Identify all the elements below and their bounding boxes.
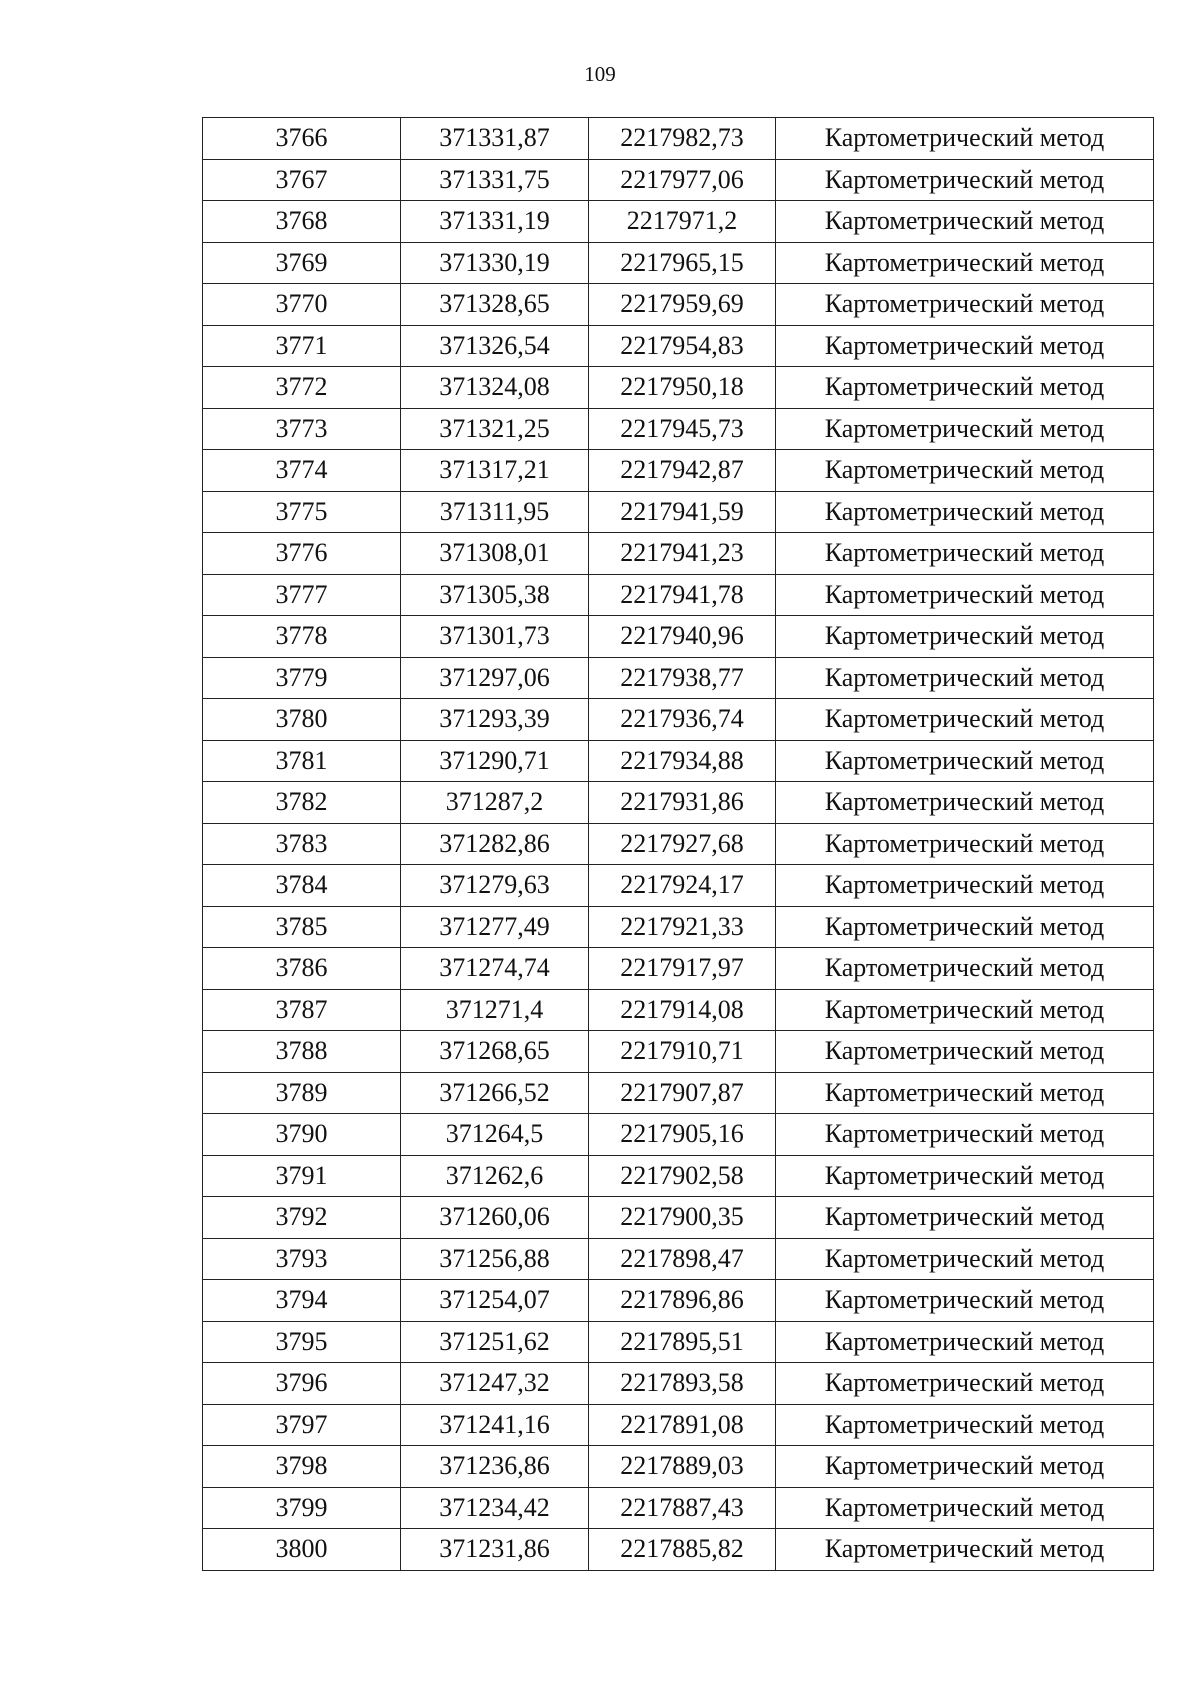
y-coordinate-cell: 2217898,47 bbox=[589, 1238, 776, 1280]
point-number-cell: 3778 bbox=[203, 616, 401, 658]
point-number-cell: 3768 bbox=[203, 201, 401, 243]
point-number-cell: 3780 bbox=[203, 699, 401, 741]
method-cell: Картометрический метод bbox=[776, 1072, 1154, 1114]
x-coordinate-cell: 371282,86 bbox=[401, 823, 589, 865]
point-number-cell: 3771 bbox=[203, 325, 401, 367]
x-coordinate-cell: 371331,87 bbox=[401, 118, 589, 160]
y-coordinate-cell: 2217905,16 bbox=[589, 1114, 776, 1156]
method-cell: Картометрический метод bbox=[776, 242, 1154, 284]
table-row bbox=[203, 1280, 1154, 1322]
method-cell: Картометрический метод bbox=[776, 1529, 1154, 1571]
y-coordinate-cell: 2217959,69 bbox=[589, 284, 776, 326]
x-coordinate-cell: 371331,75 bbox=[401, 159, 589, 201]
method-cell: Картометрический метод bbox=[776, 1404, 1154, 1446]
y-coordinate-cell: 2217936,74 bbox=[589, 699, 776, 741]
y-coordinate-cell: 2217941,59 bbox=[589, 491, 776, 533]
point-number-cell: 3775 bbox=[203, 491, 401, 533]
point-number-cell: 3795 bbox=[203, 1321, 401, 1363]
x-coordinate-cell: 371293,39 bbox=[401, 699, 589, 741]
method-cell: Картометрический метод bbox=[776, 1031, 1154, 1073]
table-row bbox=[203, 574, 1154, 616]
point-number-cell: 3793 bbox=[203, 1238, 401, 1280]
method-cell: Картометрический метод bbox=[776, 1321, 1154, 1363]
table-row bbox=[203, 1363, 1154, 1405]
x-coordinate-cell: 371290,71 bbox=[401, 740, 589, 782]
x-coordinate-cell: 371260,06 bbox=[401, 1197, 589, 1239]
table-row bbox=[203, 616, 1154, 658]
table-row bbox=[203, 823, 1154, 865]
y-coordinate-cell: 2217924,17 bbox=[589, 865, 776, 907]
table-row bbox=[203, 450, 1154, 492]
x-coordinate-cell: 371274,74 bbox=[401, 948, 589, 990]
x-coordinate-cell: 371297,06 bbox=[401, 657, 589, 699]
x-coordinate-cell: 371231,86 bbox=[401, 1529, 589, 1571]
x-coordinate-cell: 371271,4 bbox=[401, 989, 589, 1031]
point-number-cell: 3788 bbox=[203, 1031, 401, 1073]
y-coordinate-cell: 2217921,33 bbox=[589, 906, 776, 948]
point-number-cell: 3783 bbox=[203, 823, 401, 865]
table-row bbox=[203, 865, 1154, 907]
method-cell: Картометрический метод bbox=[776, 533, 1154, 575]
table-row bbox=[203, 367, 1154, 409]
method-cell: Картометрический метод bbox=[776, 1280, 1154, 1322]
point-number-cell: 3767 bbox=[203, 159, 401, 201]
method-cell: Картометрический метод bbox=[776, 201, 1154, 243]
x-coordinate-cell: 371266,52 bbox=[401, 1072, 589, 1114]
x-coordinate-cell: 371328,65 bbox=[401, 284, 589, 326]
table-row bbox=[203, 1155, 1154, 1197]
table-row bbox=[203, 948, 1154, 990]
method-cell: Картометрический метод bbox=[776, 367, 1154, 409]
point-number-cell: 3785 bbox=[203, 906, 401, 948]
y-coordinate-cell: 2217941,78 bbox=[589, 574, 776, 616]
method-cell: Картометрический метод bbox=[776, 740, 1154, 782]
y-coordinate-cell: 2217887,43 bbox=[589, 1487, 776, 1529]
coordinates-table bbox=[202, 117, 1154, 1571]
y-coordinate-cell: 2217896,86 bbox=[589, 1280, 776, 1322]
x-coordinate-cell: 371279,63 bbox=[401, 865, 589, 907]
table-row bbox=[203, 408, 1154, 450]
method-cell: Картометрический метод bbox=[776, 1114, 1154, 1156]
point-number-cell: 3766 bbox=[203, 118, 401, 160]
method-cell: Картометрический метод bbox=[776, 657, 1154, 699]
method-cell: Картометрический метод bbox=[776, 906, 1154, 948]
table-row bbox=[203, 159, 1154, 201]
y-coordinate-cell: 2217889,03 bbox=[589, 1446, 776, 1488]
point-number-cell: 3777 bbox=[203, 574, 401, 616]
x-coordinate-cell: 371251,62 bbox=[401, 1321, 589, 1363]
point-number-cell: 3779 bbox=[203, 657, 401, 699]
y-coordinate-cell: 2217941,23 bbox=[589, 533, 776, 575]
point-number-cell: 3790 bbox=[203, 1114, 401, 1156]
table-row bbox=[203, 1529, 1154, 1571]
table-row bbox=[203, 1487, 1154, 1529]
method-cell: Картометрический метод bbox=[776, 1238, 1154, 1280]
x-coordinate-cell: 371326,54 bbox=[401, 325, 589, 367]
y-coordinate-cell: 2217942,87 bbox=[589, 450, 776, 492]
table-row bbox=[203, 699, 1154, 741]
y-coordinate-cell: 2217950,18 bbox=[589, 367, 776, 409]
method-cell: Картометрический метод bbox=[776, 118, 1154, 160]
method-cell: Картометрический метод bbox=[776, 865, 1154, 907]
point-number-cell: 3800 bbox=[203, 1529, 401, 1571]
method-cell: Картометрический метод bbox=[776, 284, 1154, 326]
method-cell: Картометрический метод bbox=[776, 1197, 1154, 1239]
point-number-cell: 3798 bbox=[203, 1446, 401, 1488]
point-number-cell: 3791 bbox=[203, 1155, 401, 1197]
y-coordinate-cell: 2217945,73 bbox=[589, 408, 776, 450]
table-row bbox=[203, 491, 1154, 533]
table-row bbox=[203, 1114, 1154, 1156]
point-number-cell: 3799 bbox=[203, 1487, 401, 1529]
y-coordinate-cell: 2217982,73 bbox=[589, 118, 776, 160]
y-coordinate-cell: 2217907,87 bbox=[589, 1072, 776, 1114]
table-row bbox=[203, 284, 1154, 326]
point-number-cell: 3789 bbox=[203, 1072, 401, 1114]
x-coordinate-cell: 371241,16 bbox=[401, 1404, 589, 1446]
y-coordinate-cell: 2217977,06 bbox=[589, 159, 776, 201]
point-number-cell: 3794 bbox=[203, 1280, 401, 1322]
method-cell: Картометрический метод bbox=[776, 989, 1154, 1031]
method-cell: Картометрический метод bbox=[776, 159, 1154, 201]
y-coordinate-cell: 2217940,96 bbox=[589, 616, 776, 658]
x-coordinate-cell: 371308,01 bbox=[401, 533, 589, 575]
x-coordinate-cell: 371262,6 bbox=[401, 1155, 589, 1197]
y-coordinate-cell: 2217954,83 bbox=[589, 325, 776, 367]
point-number-cell: 3796 bbox=[203, 1363, 401, 1405]
point-number-cell: 3781 bbox=[203, 740, 401, 782]
y-coordinate-cell: 2217927,68 bbox=[589, 823, 776, 865]
table-row bbox=[203, 740, 1154, 782]
table-row bbox=[203, 657, 1154, 699]
method-cell: Картометрический метод bbox=[776, 450, 1154, 492]
table-row bbox=[203, 1072, 1154, 1114]
method-cell: Картометрический метод bbox=[776, 1363, 1154, 1405]
method-cell: Картометрический метод bbox=[776, 325, 1154, 367]
table-row bbox=[203, 325, 1154, 367]
point-number-cell: 3772 bbox=[203, 367, 401, 409]
coordinates-table-body bbox=[203, 118, 1154, 1571]
table-row bbox=[203, 906, 1154, 948]
x-coordinate-cell: 371254,07 bbox=[401, 1280, 589, 1322]
x-coordinate-cell: 371331,19 bbox=[401, 201, 589, 243]
method-cell: Картометрический метод bbox=[776, 616, 1154, 658]
point-number-cell: 3787 bbox=[203, 989, 401, 1031]
x-coordinate-cell: 371247,32 bbox=[401, 1363, 589, 1405]
point-number-cell: 3792 bbox=[203, 1197, 401, 1239]
method-cell: Картометрический метод bbox=[776, 408, 1154, 450]
y-coordinate-cell: 2217965,15 bbox=[589, 242, 776, 284]
y-coordinate-cell: 2217885,82 bbox=[589, 1529, 776, 1571]
y-coordinate-cell: 2217931,86 bbox=[589, 782, 776, 824]
y-coordinate-cell: 2217917,97 bbox=[589, 948, 776, 990]
x-coordinate-cell: 371317,21 bbox=[401, 450, 589, 492]
x-coordinate-cell: 371236,86 bbox=[401, 1446, 589, 1488]
x-coordinate-cell: 371330,19 bbox=[401, 242, 589, 284]
method-cell: Картометрический метод bbox=[776, 823, 1154, 865]
table-row bbox=[203, 118, 1154, 160]
y-coordinate-cell: 2217934,88 bbox=[589, 740, 776, 782]
table-row bbox=[203, 782, 1154, 824]
point-number-cell: 3776 bbox=[203, 533, 401, 575]
x-coordinate-cell: 371277,49 bbox=[401, 906, 589, 948]
method-cell: Картометрический метод bbox=[776, 948, 1154, 990]
method-cell: Картометрический метод bbox=[776, 699, 1154, 741]
table-row bbox=[203, 242, 1154, 284]
point-number-cell: 3797 bbox=[203, 1404, 401, 1446]
page-number: 109 bbox=[584, 62, 616, 86]
y-coordinate-cell: 2217893,58 bbox=[589, 1363, 776, 1405]
table-row bbox=[203, 1404, 1154, 1446]
method-cell: Картометрический метод bbox=[776, 1446, 1154, 1488]
point-number-cell: 3782 bbox=[203, 782, 401, 824]
y-coordinate-cell: 2217938,77 bbox=[589, 657, 776, 699]
method-cell: Картометрический метод bbox=[776, 574, 1154, 616]
x-coordinate-cell: 371305,38 bbox=[401, 574, 589, 616]
point-number-cell: 3786 bbox=[203, 948, 401, 990]
y-coordinate-cell: 2217910,71 bbox=[589, 1031, 776, 1073]
y-coordinate-cell: 2217895,51 bbox=[589, 1321, 776, 1363]
x-coordinate-cell: 371268,65 bbox=[401, 1031, 589, 1073]
method-cell: Картометрический метод bbox=[776, 491, 1154, 533]
table-row bbox=[203, 1197, 1154, 1239]
table-row bbox=[203, 1321, 1154, 1363]
x-coordinate-cell: 371324,08 bbox=[401, 367, 589, 409]
x-coordinate-cell: 371287,2 bbox=[401, 782, 589, 824]
method-cell: Картометрический метод bbox=[776, 782, 1154, 824]
y-coordinate-cell: 2217914,08 bbox=[589, 989, 776, 1031]
table-row bbox=[203, 1446, 1154, 1488]
x-coordinate-cell: 371301,73 bbox=[401, 616, 589, 658]
method-cell: Картометрический метод bbox=[776, 1155, 1154, 1197]
table-row bbox=[203, 989, 1154, 1031]
point-number-cell: 3784 bbox=[203, 865, 401, 907]
table-row bbox=[203, 1238, 1154, 1280]
x-coordinate-cell: 371234,42 bbox=[401, 1487, 589, 1529]
y-coordinate-cell: 2217902,58 bbox=[589, 1155, 776, 1197]
point-number-cell: 3774 bbox=[203, 450, 401, 492]
y-coordinate-cell: 2217891,08 bbox=[589, 1404, 776, 1446]
point-number-cell: 3770 bbox=[203, 284, 401, 326]
x-coordinate-cell: 371311,95 bbox=[401, 491, 589, 533]
x-coordinate-cell: 371264,5 bbox=[401, 1114, 589, 1156]
point-number-cell: 3773 bbox=[203, 408, 401, 450]
y-coordinate-cell: 2217900,35 bbox=[589, 1197, 776, 1239]
table-row bbox=[203, 201, 1154, 243]
point-number-cell: 3769 bbox=[203, 242, 401, 284]
x-coordinate-cell: 371256,88 bbox=[401, 1238, 589, 1280]
y-coordinate-cell: 2217971,2 bbox=[589, 201, 776, 243]
method-cell: Картометрический метод bbox=[776, 1487, 1154, 1529]
x-coordinate-cell: 371321,25 bbox=[401, 408, 589, 450]
table-row bbox=[203, 533, 1154, 575]
table-row bbox=[203, 1031, 1154, 1073]
